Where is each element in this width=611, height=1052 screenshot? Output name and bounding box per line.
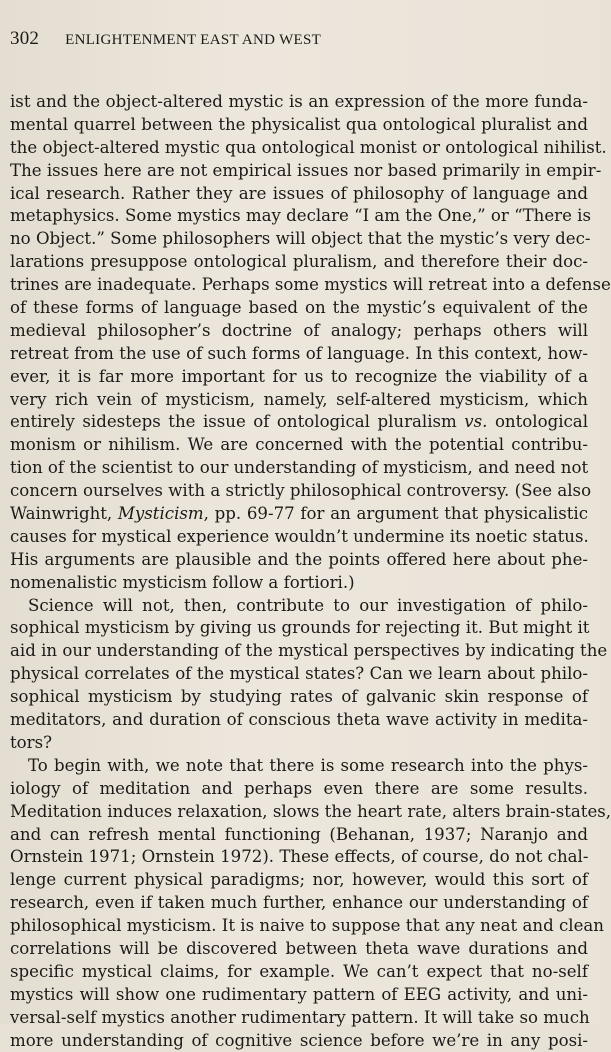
text-line: [10, 755, 588, 778]
text-line: [10, 640, 608, 663]
text-line: [10, 846, 588, 869]
text-segment: ever, it is far more important for us to recognize the viability of a: [10, 366, 588, 386]
text-line: [10, 343, 588, 366]
text-segment: Wainwright,: [10, 504, 118, 524]
text-line: [10, 251, 588, 274]
text-line: [10, 228, 591, 251]
text-line: [10, 274, 611, 297]
text-segment: medieval philosopher’s doctrine of analogy; perhaps others will: [10, 320, 588, 340]
text-segment: versal-self mystics another rudimentary pattern. It will take so much: [10, 1007, 590, 1027]
text-line: [10, 778, 588, 801]
text-segment: mystics will show one rudimentary pattern of EEG activity, and uni-: [10, 984, 588, 1004]
text-line: [10, 869, 588, 892]
text-segment: tion of the scientist to our understanding of mysticism, and need not: [10, 458, 589, 478]
text-line: [10, 411, 588, 434]
text-segment: ist and the object-altered mystic is an expression of the more funda-: [10, 92, 588, 111]
text-segment: research, even if taken much further, enhance our understanding of: [10, 893, 588, 913]
text-segment: physical correlates of the mystical states? Can we learn about philo-: [10, 664, 588, 684]
text-line: [10, 183, 588, 206]
text-segment: of these forms of language based on the mystic’s equivalent of the: [10, 298, 588, 318]
text-line: [10, 549, 588, 572]
text-segment: metaphysics. Some mystics may declare “I am the One,” or “There is: [10, 206, 592, 226]
text-line: [10, 91, 588, 114]
text-segment: ontological: [487, 412, 588, 432]
text-line: [10, 824, 588, 847]
text-segment: specific mystical claims, for example. We can’t expect that no-self: [10, 961, 588, 981]
page-number: 302: [10, 28, 40, 49]
text-line: [10, 434, 588, 457]
italic-text: vs.: [464, 412, 488, 432]
text-segment: tors?: [10, 732, 53, 752]
text-line: [10, 114, 588, 137]
text-line: [10, 297, 588, 320]
text-segment: Science will not, then, contribute to our investigation of philo-: [28, 595, 588, 615]
page-header: [10, 28, 590, 52]
text-line: [10, 1007, 588, 1030]
text-segment: ical research. Rather they are issues of philosophy of language and: [10, 183, 588, 203]
text-segment: sophical mysticism by giving us grounds for rejecting it. But might it: [10, 618, 590, 638]
text-line: [10, 732, 588, 755]
text-segment: sophical mysticism by studying rates of galvanic skin response of: [10, 687, 588, 707]
text-line: [10, 617, 588, 640]
running-head: ENLIGHTENMENT EAST AND WEST: [65, 32, 322, 48]
text-segment: trines are inadequate. Perhaps some mystics will retreat into a defense: [10, 275, 611, 295]
text-line: [10, 984, 588, 1007]
text-segment: larations presuppose ontological pluralism, and therefore their doc-: [10, 252, 588, 272]
body-text: [10, 91, 611, 1052]
text-line: [10, 801, 611, 824]
text-line: [10, 572, 588, 595]
text-segment: monism or nihilism. We are concerned with the potential contribu-: [10, 435, 588, 455]
text-segment: causes for mystical experience wouldn’t undermine its noetic status.: [10, 526, 589, 546]
text-segment: mental quarrel between the physicalist qua ontological pluralist and: [10, 114, 588, 134]
text-segment: aid in our understanding of the mystical perspectives by indicating the: [10, 641, 608, 661]
text-line: [10, 366, 588, 389]
text-segment: more understanding of cognitive science before we’re in any posi-: [10, 1030, 588, 1050]
text-line: [10, 320, 588, 343]
text-segment: iology of meditation and perhaps even there are some results.: [10, 778, 588, 798]
text-line: [10, 663, 588, 686]
text-line: [10, 961, 588, 984]
text-segment: To begin with, we note that there is some research into the phys-: [28, 755, 588, 775]
text-line: [10, 686, 588, 709]
text-segment: meditators, and duration of conscious theta wave activity in medita-: [10, 710, 588, 730]
text-line: [10, 389, 588, 412]
text-segment: the object-altered mystic qua ontological monist or ontological nihilist.: [10, 137, 607, 157]
text-segment: Ornstein 1971; Ornstein 1972). These effects, of course, do not chal-: [10, 847, 589, 867]
text-line: [10, 457, 588, 480]
text-segment: and can refresh mental functioning (Behanan, 1937; Naranjo and: [10, 824, 588, 844]
text-line: [10, 503, 588, 526]
text-segment: nomenalistic mysticism follow a fortiori.): [10, 572, 355, 592]
text-segment: Meditation induces relaxation, slows the heart rate, alters brain-states,: [10, 801, 611, 821]
text-segment: entirely sidesteps the issue of ontological pluralism: [10, 412, 465, 432]
text-segment: no Object.” Some philosophers will object that the mystic’s very dec-: [10, 229, 591, 249]
text-line: [10, 892, 588, 915]
text-segment: correlations will be discovered between theta wave durations and: [10, 938, 588, 958]
text-line: [10, 526, 588, 549]
text-line: [10, 1030, 588, 1052]
text-segment: His arguments are plausible and the points offered here about phe-: [10, 549, 588, 569]
text-segment: very rich vein of mysticism, namely, self-altered mysticism, which: [10, 389, 588, 409]
text-segment: retreat from the use of such forms of language. In this context, how-: [10, 343, 588, 363]
italic-text: Mysticism: [117, 504, 204, 524]
text-line: [10, 938, 588, 961]
text-segment: lenge current physical paradigms; nor, however, would this sort of: [10, 870, 588, 890]
text-line: [10, 137, 607, 160]
text-line: [10, 915, 604, 938]
text-segment: , pp. 69-77 for an argument that physicalistic: [203, 504, 588, 524]
text-line: [10, 205, 592, 228]
text-line: [10, 480, 592, 503]
text-segment: philosophical mysticism. It is naive to suppose that any neat and clean: [10, 916, 604, 936]
text-segment: The issues here are not empirical issues nor based primarily in empir-: [10, 160, 602, 180]
text-line: [10, 709, 588, 732]
text-segment: concern ourselves with a strictly philosophical controversy. (See also: [10, 481, 592, 501]
text-line: [10, 595, 588, 618]
text-line: [10, 160, 602, 183]
